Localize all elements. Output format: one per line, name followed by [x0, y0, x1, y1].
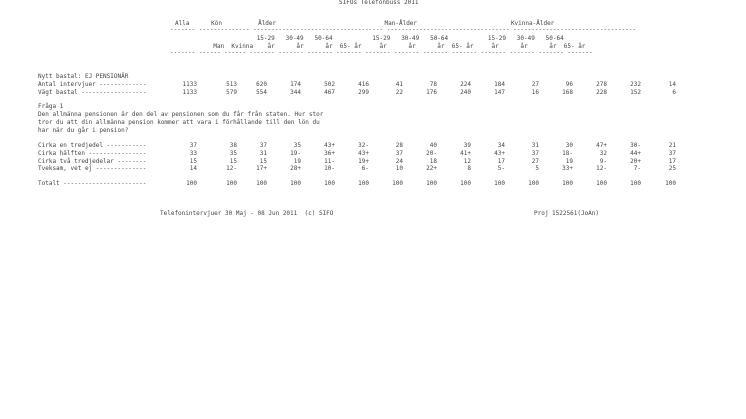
table-cell: 27	[531, 81, 539, 88]
table-cell: 37	[259, 142, 267, 149]
table-cell: 36+	[324, 150, 335, 157]
table-cell: 12-	[226, 165, 237, 172]
table-cell: 34	[497, 142, 505, 149]
table-cell: 513	[226, 81, 237, 88]
table-cell: 100	[596, 180, 607, 187]
table-cell: 14	[668, 81, 676, 88]
table-cell: 232	[630, 81, 641, 88]
table-cell: 21	[668, 142, 676, 149]
table-cell: 33+	[562, 165, 573, 172]
table-cell: 31	[531, 142, 539, 149]
column-group-headers: Alla Kön Ålder Man-Ålder Kvinna-Ålder	[175, 20, 555, 27]
table-cell: 344	[290, 89, 301, 96]
table-cell: 27	[531, 158, 539, 165]
table-cell: 502	[324, 81, 335, 88]
table-cell: 416	[358, 81, 369, 88]
table-cell: 28	[395, 142, 403, 149]
table-cell: 554	[256, 89, 267, 96]
table-cell: 22+	[426, 165, 437, 172]
table-cell: 35	[293, 142, 301, 149]
table-cell: 43+	[358, 150, 369, 157]
table-cell: 16	[531, 89, 539, 96]
row-label: Cirka två tredjedelar --------	[38, 158, 147, 165]
table-cell: 25	[668, 165, 676, 172]
table-cell: 184	[494, 81, 505, 88]
table-cell: 17+	[256, 165, 267, 172]
row-label: Antal intervjuer -------------	[38, 81, 147, 88]
table-cell: 20-	[426, 150, 437, 157]
column-labels: Man Kvinna år år år 65- år år år år 65- år år år år 65- år	[170, 43, 586, 50]
table-cell: 15	[189, 158, 197, 165]
table-cell: 6	[672, 89, 676, 96]
table-cell: 18	[429, 158, 437, 165]
table-cell: 100	[186, 180, 197, 187]
table-cell: 12	[463, 158, 471, 165]
table-cell: 19	[565, 158, 573, 165]
table-cell: 5-	[497, 165, 505, 172]
table-cell: 174	[290, 81, 301, 88]
column-rules: ------- ------ ------ ------- ------- ------- ------- ------- ------- ------- ------- ------- ------- ------- -------	[170, 49, 593, 56]
table-cell: 37	[531, 150, 539, 157]
table-cell: 100	[324, 180, 335, 187]
table-cell: 9-	[599, 158, 607, 165]
table-cell: 7-	[633, 165, 641, 172]
table-cell: 224	[460, 81, 471, 88]
table-cell: 18-	[562, 150, 573, 157]
row-label: Tveksam, vet ej --------------	[38, 165, 147, 172]
table-cell: 5	[535, 165, 539, 172]
row-label: Cirka hälften ----------------	[38, 150, 147, 157]
table-cell: 100	[494, 180, 505, 187]
question-text-line: har när du går i pension?	[38, 127, 129, 134]
table-cell: 96	[565, 81, 573, 88]
table-cell: 15	[259, 158, 267, 165]
table-cell: 1133	[182, 89, 197, 96]
table-cell: 39	[463, 142, 471, 149]
table-cell: 19	[293, 158, 301, 165]
table-cell: 33	[189, 150, 197, 157]
table-cell: 30	[565, 142, 573, 149]
table-cell: 168	[562, 89, 573, 96]
table-cell: 100	[426, 180, 437, 187]
table-cell: 43+	[494, 150, 505, 157]
table-cell: 299	[358, 89, 369, 96]
table-cell: 78	[429, 81, 437, 88]
table-cell: 37	[668, 150, 676, 157]
table-cell: 6-	[361, 165, 369, 172]
column-group-rules: ------- -------------- ------------------------------------ ---------------------------------- ----------------------------------	[170, 26, 636, 33]
row-label: Cirka en tredjedel -----------	[38, 142, 147, 149]
table-cell: 19+	[358, 158, 369, 165]
question-text-line: Den allmänna pensionen är den del av pensionen som du får från staten. Hur stor	[38, 111, 324, 118]
table-cell: 22	[395, 89, 403, 96]
table-cell: 100	[630, 180, 641, 187]
row-label: Totalt -----------------------	[38, 180, 147, 187]
table-cell: 100	[528, 180, 539, 187]
table-cell: 37	[395, 150, 403, 157]
table-cell: 17	[497, 158, 505, 165]
table-cell: 28+	[290, 165, 301, 172]
table-cell: 12-	[596, 165, 607, 172]
table-cell: 100	[392, 180, 403, 187]
table-cell: 35	[229, 150, 237, 157]
table-cell: 100	[460, 180, 471, 187]
table-cell: 100	[256, 180, 267, 187]
table-cell: 11-	[324, 158, 335, 165]
age-subheaders: 15-29 30-49 50-64 15-29 30-49 50-64 15-29 30-49 50-64	[170, 35, 564, 42]
table-cell: 38	[229, 142, 237, 149]
table-cell: 100	[226, 180, 237, 187]
table-cell: 228	[596, 89, 607, 96]
table-cell: 32	[599, 150, 607, 157]
table-cell: 467	[324, 89, 335, 96]
table-cell: 19-	[290, 150, 301, 157]
table-cell: 10	[395, 165, 403, 172]
table-cell: 30-	[630, 142, 641, 149]
table-cell: 147	[494, 89, 505, 96]
table-cell: 278	[596, 81, 607, 88]
footer-project: Proj 1522561(JoAn)	[534, 210, 600, 217]
table-cell: 1133	[182, 81, 197, 88]
table-cell: 240	[460, 89, 471, 96]
table-cell: 44+	[630, 150, 641, 157]
row-label: Vägt bastal ------------------	[38, 89, 147, 96]
table-cell: 24	[395, 158, 403, 165]
table-cell: 20+	[630, 158, 641, 165]
table-cell: 14	[189, 165, 197, 172]
table-cell: 100	[358, 180, 369, 187]
table-cell: 40	[429, 142, 437, 149]
table-cell: 31	[259, 150, 267, 157]
table-cell: 41	[395, 81, 403, 88]
table-cell: 152	[630, 89, 641, 96]
table-cell: 100	[562, 180, 573, 187]
table-cell: 579	[226, 89, 237, 96]
question-number: Fråga 1	[38, 103, 64, 110]
base-title: Nytt bastal: EJ PENSIONÄR	[38, 73, 129, 80]
table-cell: 176	[426, 89, 437, 96]
table-cell: 620	[256, 81, 267, 88]
table-cell: 8	[467, 165, 471, 172]
report-title: SIFOs Telefonbuss 2011	[339, 0, 419, 6]
table-cell: 17	[668, 158, 676, 165]
table-cell: 37	[189, 142, 197, 149]
table-cell: 43+	[324, 142, 335, 149]
table-cell: 100	[665, 180, 676, 187]
table-cell: 10-	[324, 165, 335, 172]
table-cell: 47+	[596, 142, 607, 149]
table-cell: 100	[290, 180, 301, 187]
table-cell: 32-	[358, 142, 369, 149]
table-cell: 15	[229, 158, 237, 165]
footer-fieldwork: Telefonintervjuer 30 Maj - 08 Jun 2011 (c) SIFO	[160, 210, 334, 217]
table-cell: 41+	[460, 150, 471, 157]
question-text-line: tror du att din allmänna pension kommer att vara i förhållande till den lön du	[38, 119, 320, 126]
